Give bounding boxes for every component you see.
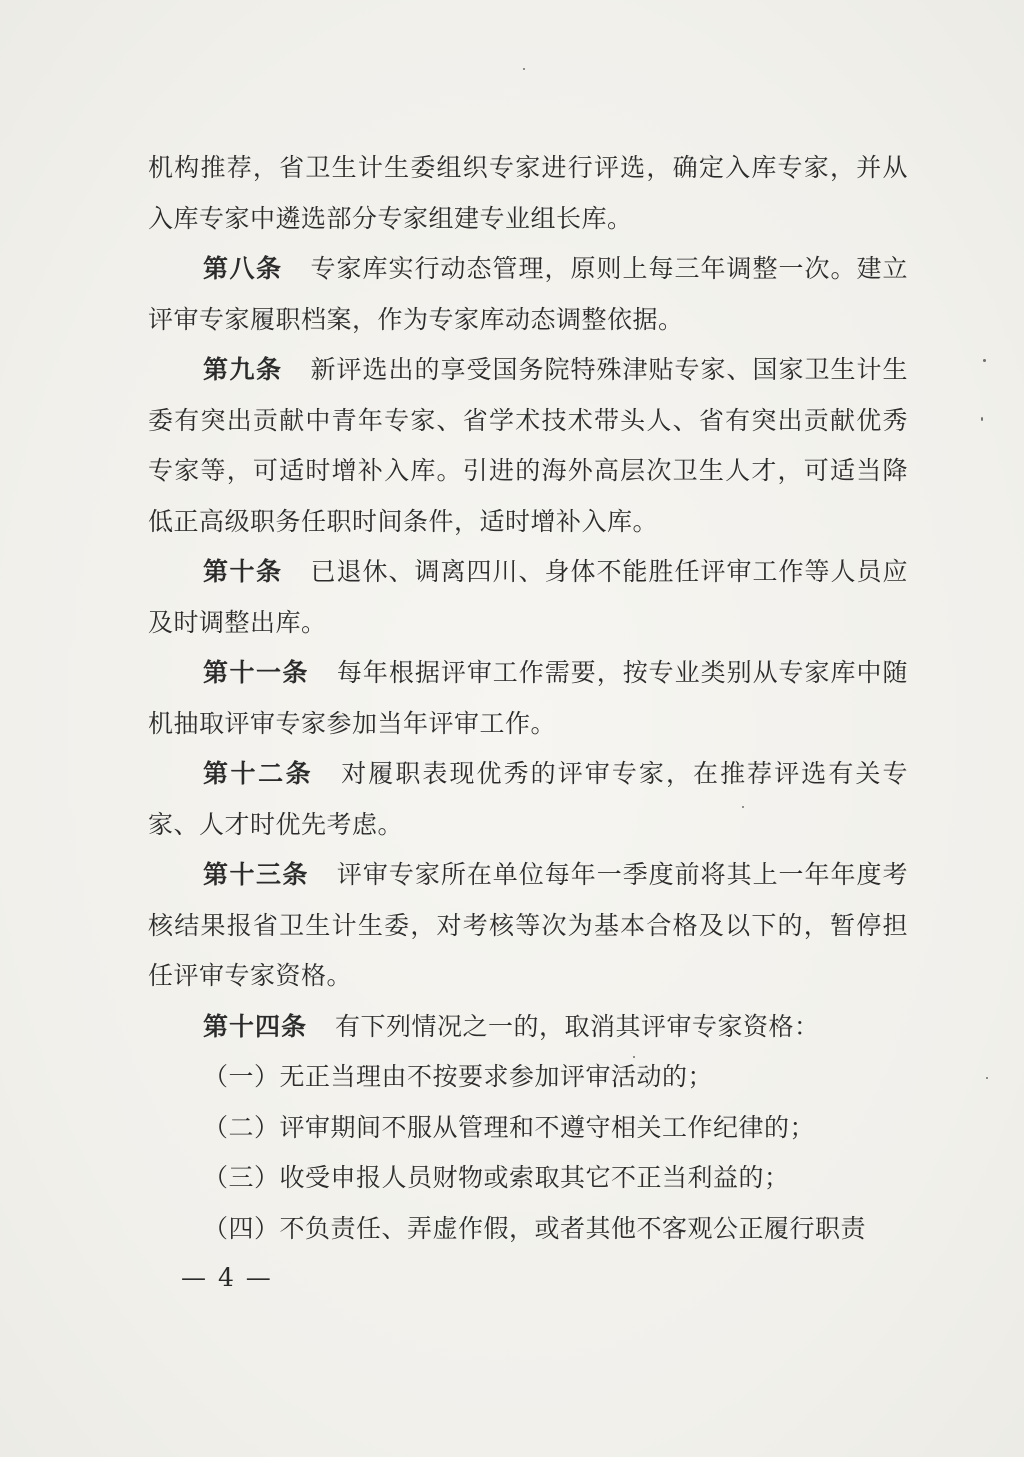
article-number: 第十条 <box>203 557 283 586</box>
article-number: 第九条 <box>203 355 283 384</box>
article-12 <box>148 749 908 850</box>
article-text: 专家库实行动态管理，原则上每三年调整一次。建立评审专家履职档案，作为专家库动态调整依据。 <box>148 254 908 334</box>
article-number: 第八条 <box>203 254 283 283</box>
page-number: — 4 — <box>181 1263 273 1292</box>
scan-speck <box>981 417 983 421</box>
article-text: 新评选出的享受国务院特殊津贴专家、国家卫生计生委有突出贡献中青年专家、省学术技术带头人、省有突出贡献优秀专家等，可适时增补入库。引进的海外高层次卫生人才，可适当降低正高级职务任职时间条件，适时增补入库。 <box>148 355 908 536</box>
article-11 <box>148 648 908 749</box>
article-text: 对履职表现优秀的评审专家，在推荐评选有关专家、人才时优先考虑。 <box>148 759 908 839</box>
article-number: 第十二条 <box>203 759 314 788</box>
article-text: 评审专家所在单位每年一季度前将其上一年年度考核结果报省卫生计生委，对考核等次为基本合格及以下的，暂停担任评审专家资格。 <box>148 860 908 990</box>
article-10 <box>148 547 908 648</box>
article-text: 每年根据评审工作需要，按专业类别从专家库中随机抽取评审专家参加当年评审工作。 <box>148 658 908 738</box>
article-8 <box>148 244 908 345</box>
continuation-paragraph: 机构推荐，省卫生计生委组织专家进行评选，确定入库专家，并从入库专家中遴选部分专家组建专业组长库。 <box>148 153 908 233</box>
list-item: （一）无正当理由不按要求参加评审活动的； <box>203 1062 714 1091</box>
document-body <box>148 143 908 1254</box>
list-item: （三）收受申报人员财物或索取其它不正当利益的； <box>203 1163 790 1192</box>
article-number: 第十四条 <box>203 1011 308 1041</box>
list-item: （四）不负责任、弄虚作假，或者其他不客观公正履行职责 <box>203 1213 867 1243</box>
article-number: 第十三条 <box>203 860 309 889</box>
article-text: 已退休、调离四川、身体不能胜任评审工作等人员应及时调整出库。 <box>148 557 908 637</box>
article-13 <box>148 850 908 1002</box>
scan-speck <box>523 68 525 70</box>
scan-speck <box>986 1077 988 1079</box>
list-item: （二）评审期间不服从管理和不遵守相关工作纪律的； <box>203 1112 816 1142</box>
article-number: 第十一条 <box>203 658 309 687</box>
scan-speck <box>983 359 986 362</box>
article-14 <box>148 1002 908 1053</box>
article-9 <box>148 345 908 547</box>
article-text: 有下列情况之一的，取消其评审专家资格： <box>335 1011 820 1041</box>
